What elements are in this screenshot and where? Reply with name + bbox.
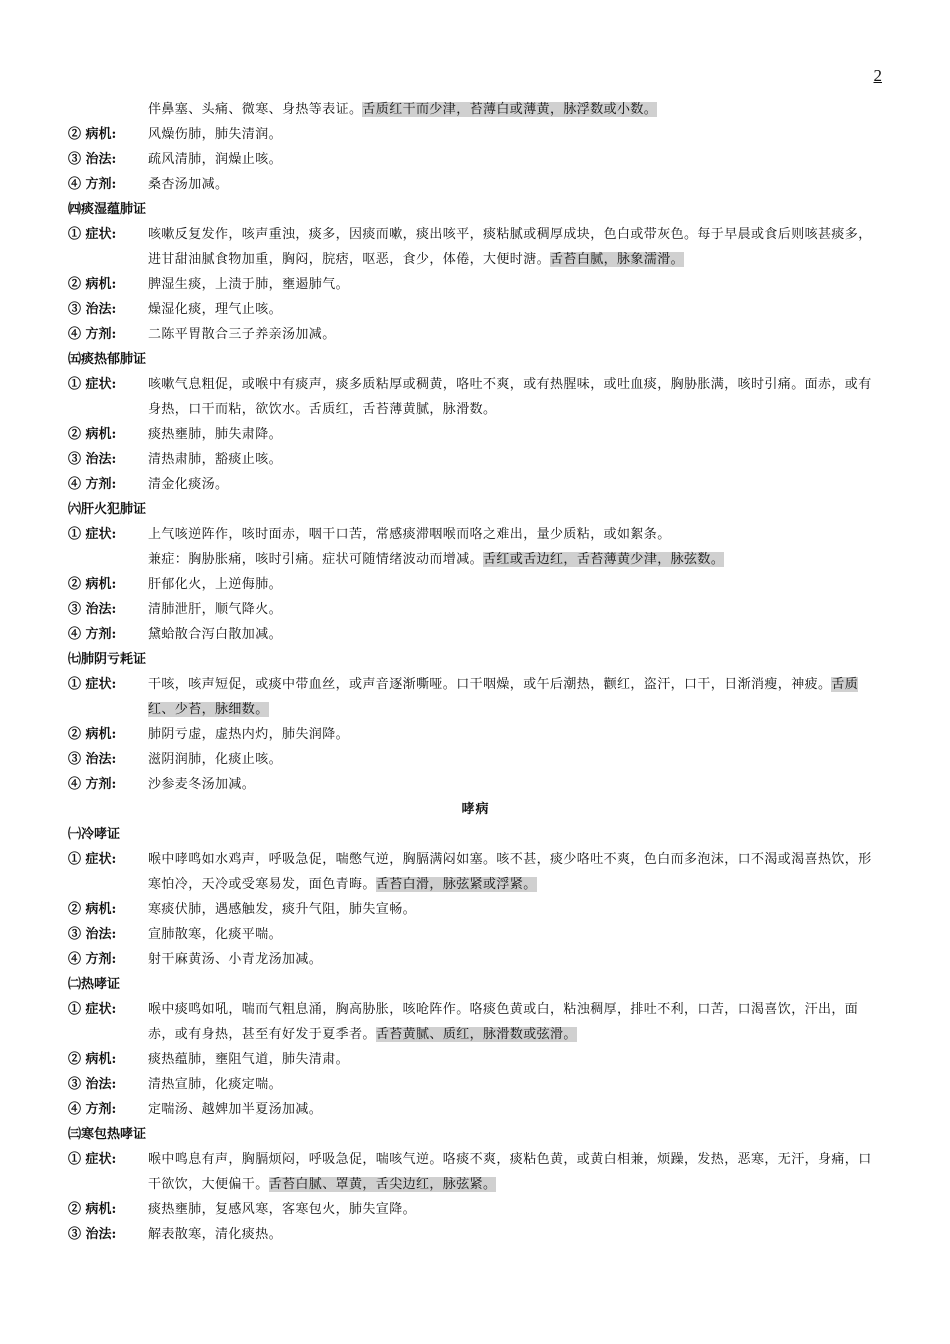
entry-row bbox=[68, 772, 883, 797]
entry-row bbox=[68, 1222, 883, 1247]
entry-text bbox=[148, 1197, 883, 1222]
entry-body: 寒痰伏肺，遇感触发，痰升气阻，肺失宣畅。 bbox=[148, 902, 417, 917]
entry-row bbox=[68, 1072, 883, 1097]
entry-label: ④ 方剂: bbox=[68, 952, 117, 967]
entry-body: 上气咳逆阵作，咳时面赤，咽干口苦，常感痰滞咽喉而咯之难出，量少质粘，或如絮条。 bbox=[148, 527, 671, 542]
entry-label: ③ 治法: bbox=[68, 452, 117, 467]
entry-label: ④ 方剂: bbox=[68, 1102, 117, 1117]
entry-text bbox=[148, 1072, 883, 1097]
entry-label: ④ 方剂: bbox=[68, 777, 117, 792]
entry-body: 伴鼻塞、头痛、微寒、身热等表证。 bbox=[148, 102, 363, 117]
entry-text bbox=[148, 847, 883, 897]
entry-row bbox=[68, 422, 883, 447]
entry-row bbox=[68, 572, 883, 597]
entry-text bbox=[148, 897, 883, 922]
entry-body: 清热宣肺，化痰定喘。 bbox=[148, 1077, 283, 1092]
entry-row bbox=[68, 272, 883, 297]
entry-text bbox=[148, 272, 883, 297]
entry-row bbox=[68, 997, 883, 1047]
entry-label: ② 病机: bbox=[68, 577, 117, 592]
entry-label: ① 症状: bbox=[68, 1152, 117, 1167]
page-number: 2 bbox=[873, 66, 882, 85]
entry-row bbox=[68, 1047, 883, 1072]
entry-row bbox=[68, 172, 883, 197]
entry-body: 疏风清肺，润燥止咳。 bbox=[148, 152, 283, 167]
entry-text bbox=[148, 772, 883, 797]
entry-label: ② 病机: bbox=[68, 127, 117, 142]
highlighted-text: 舌质红干而少津，苔薄白或薄黄，脉浮数或小数。 bbox=[362, 102, 658, 117]
entry-text bbox=[148, 1222, 883, 1247]
section-heading: ㈡热哮证 bbox=[68, 977, 121, 992]
entry-text bbox=[148, 997, 883, 1047]
entry-body: 桑杏汤加减。 bbox=[148, 177, 229, 192]
entry-text bbox=[148, 572, 883, 597]
entry-row bbox=[68, 122, 883, 147]
entry-label: ① 症状: bbox=[68, 227, 117, 242]
entry-row bbox=[68, 97, 883, 122]
entry-row bbox=[68, 597, 883, 622]
entry-body: 风燥伤肺，肺失清润。 bbox=[148, 127, 283, 142]
highlighted-text: 舌苔白滑，脉弦紧或浮紧。 bbox=[375, 877, 537, 892]
entry-label: ① 症状: bbox=[68, 377, 117, 392]
entry-text bbox=[148, 447, 883, 472]
entry-row bbox=[68, 472, 883, 497]
entry-row bbox=[68, 947, 883, 972]
entry-body: 肝郁化火，上逆侮肺。 bbox=[148, 577, 283, 592]
highlighted-text: 舌质红、少苔，脉细数。 bbox=[148, 677, 859, 717]
entry-label bbox=[68, 547, 148, 572]
entry-label: ① 症状: bbox=[68, 677, 117, 692]
entry-body: 咳嗽气息粗促，或喉中有痰声，痰多质粘厚或稠黄，咯吐不爽，或有热腥味，或吐血痰，胸胁胀满，咳时引痛。面赤，或有身热，口干而粘，欲饮水。舌质红，舌苔薄黄腻，脉滑数。 bbox=[148, 377, 872, 417]
section-heading: ㈥肝火犯肺证 bbox=[68, 502, 147, 517]
chapter-title: 哮病 bbox=[461, 802, 490, 817]
entry-row bbox=[68, 372, 883, 422]
section-heading: ㈦肺阴亏耗证 bbox=[68, 652, 147, 667]
entry-label: ④ 方剂: bbox=[68, 327, 117, 342]
section-heading: ㈣痰湿蕴肺证 bbox=[68, 202, 147, 217]
highlighted-text: 舌苔黄腻、质红，脉滑数或弦滑。 bbox=[375, 1027, 577, 1042]
entry-text bbox=[148, 1147, 883, 1197]
highlighted-text: 舌苔白腻，脉象濡滑。 bbox=[550, 252, 685, 267]
entry-text bbox=[148, 722, 883, 747]
entry-row bbox=[68, 747, 883, 772]
entry-label: ④ 方剂: bbox=[68, 177, 117, 192]
highlighted-text: 舌红或舌边红，舌苔薄黄少津，脉弦数。 bbox=[483, 552, 725, 567]
entry-row bbox=[68, 522, 883, 547]
section-heading: ㈤痰热郁肺证 bbox=[68, 352, 147, 367]
highlighted-text: 舌苔白腻、罩黄，舌尖边红，脉弦紧。 bbox=[268, 1177, 497, 1192]
entry-text bbox=[148, 172, 883, 197]
entry-body: 燥湿化痰，理气止咳。 bbox=[148, 302, 283, 317]
entry-text bbox=[148, 122, 883, 147]
entry-body: 喉中鸣息有声，胸膈烦闷，呼吸急促，喘咳气逆。咯痰不爽，痰粘色黄，或黄白相兼，烦躁，发热，恶寒，无汗，身痛，口干欲饮，大便偏干。 bbox=[148, 1152, 872, 1192]
entry-label: ② 病机: bbox=[68, 902, 117, 917]
entry-body: 定喘汤、越婢加半夏汤加减。 bbox=[148, 1102, 323, 1117]
entry-body: 射干麻黄汤、小青龙汤加减。 bbox=[148, 952, 323, 967]
entry-row bbox=[68, 1097, 883, 1122]
entry-label: ④ 方剂: bbox=[68, 477, 117, 492]
entry-label: ③ 治法: bbox=[68, 927, 117, 942]
entry-text bbox=[148, 547, 883, 572]
entry-body: 清金化痰汤。 bbox=[148, 477, 229, 492]
entry-text bbox=[148, 297, 883, 322]
entry-label: ③ 治法: bbox=[68, 1077, 117, 1092]
entry-row bbox=[68, 297, 883, 322]
entry-text bbox=[148, 372, 883, 422]
entry-row bbox=[68, 722, 883, 747]
entry-label: ② 病机: bbox=[68, 1052, 117, 1067]
entry-label: ② 病机: bbox=[68, 1202, 117, 1217]
entry-body: 痰热壅肺，复感风寒，客寒包火，肺失宣降。 bbox=[148, 1202, 417, 1217]
entry-body: 滋阴润肺，化痰止咳。 bbox=[148, 752, 283, 767]
entry-body: 清肺泄肝，顺气降火。 bbox=[148, 602, 283, 617]
entry-text bbox=[148, 322, 883, 347]
entry-body: 咳嗽反复发作，咳声重浊，痰多，因痰而嗽，痰出咳平，痰粘腻或稠厚成块，色白或带灰色。每于早晨或食后则咳甚痰多，进甘甜油腻食物加重，胸闷，脘痞，呕恶，食少，体倦，大便时溏。 bbox=[148, 227, 872, 267]
section-heading: ㈢寒包热哮证 bbox=[68, 1127, 147, 1142]
entry-body: 肺阴亏虚，虚热内灼，肺失润降。 bbox=[148, 727, 350, 742]
entry-row bbox=[68, 147, 883, 172]
entry-label: ① 症状: bbox=[68, 852, 117, 867]
entry-text bbox=[148, 747, 883, 772]
entry-text bbox=[148, 522, 883, 547]
entry-body: 痰热蕴肺，壅阻气道，肺失清肃。 bbox=[148, 1052, 350, 1067]
entry-row bbox=[68, 622, 883, 647]
entry-row bbox=[68, 547, 883, 572]
entry-label: ③ 治法: bbox=[68, 1227, 117, 1242]
entry-row bbox=[68, 447, 883, 472]
entry-text bbox=[148, 672, 883, 722]
entry-label: ④ 方剂: bbox=[68, 627, 117, 642]
entry-label bbox=[68, 97, 148, 122]
entry-body: 干咳，咳声短促，或痰中带血丝，或声音逐渐嘶哑。口干咽燥，或午后潮热，颧红，盗汗，口干，日渐消瘦，神疲。 bbox=[148, 677, 832, 692]
entry-row bbox=[68, 847, 883, 897]
entry-row bbox=[68, 1197, 883, 1222]
entry-body: 二陈平胃散合三子养亲汤加减。 bbox=[148, 327, 336, 342]
entry-body: 脾湿生痰，上渍于肺，壅遏肺气。 bbox=[148, 277, 350, 292]
entry-text bbox=[148, 922, 883, 947]
entry-label: ② 病机: bbox=[68, 427, 117, 442]
entry-text bbox=[148, 97, 883, 122]
entry-text bbox=[148, 947, 883, 972]
entry-body: 喉中哮鸣如水鸡声，呼吸急促，喘憋气逆，胸膈满闷如塞。咳不甚，痰少咯吐不爽，色白而多泡沫，口不渴或渴喜热饮，形寒怕冷，天冷或受寒易发，面色青晦。 bbox=[148, 852, 872, 892]
entry-text bbox=[148, 472, 883, 497]
entry-label: ③ 治法: bbox=[68, 602, 117, 617]
entry-body: 沙参麦冬汤加减。 bbox=[148, 777, 256, 792]
entry-row bbox=[68, 672, 883, 722]
entry-label: ② 病机: bbox=[68, 277, 117, 292]
entry-body: 解表散寒，清化痰热。 bbox=[148, 1227, 283, 1242]
entry-label: ③ 治法: bbox=[68, 302, 117, 317]
entry-label: ② 病机: bbox=[68, 727, 117, 742]
entry-label: ① 症状: bbox=[68, 527, 117, 542]
entry-text bbox=[148, 422, 883, 447]
entry-label: ① 症状: bbox=[68, 1002, 117, 1017]
entry-text bbox=[148, 622, 883, 647]
entry-text bbox=[148, 1047, 883, 1072]
entry-row bbox=[68, 322, 883, 347]
entry-body: 兼症：胸胁胀痛，咳时引痛。症状可随情绪波动而增减。 bbox=[148, 552, 484, 567]
entry-label: ③ 治法: bbox=[68, 152, 117, 167]
entry-text bbox=[148, 1097, 883, 1122]
document-body bbox=[68, 97, 883, 1247]
entry-body: 痰热壅肺，肺失肃降。 bbox=[148, 427, 283, 442]
entry-text bbox=[148, 222, 883, 272]
entry-text bbox=[148, 597, 883, 622]
entry-row bbox=[68, 897, 883, 922]
entry-text bbox=[148, 147, 883, 172]
entry-row bbox=[68, 222, 883, 272]
entry-label: ③ 治法: bbox=[68, 752, 117, 767]
entry-row bbox=[68, 1147, 883, 1197]
entry-body: 宣肺散寒，化痰平喘。 bbox=[148, 927, 283, 942]
section-heading: ㈠冷哮证 bbox=[68, 827, 121, 842]
entry-body: 清热肃肺，豁痰止咳。 bbox=[148, 452, 283, 467]
entry-body: 黛蛤散合泻白散加减。 bbox=[148, 627, 283, 642]
entry-row bbox=[68, 922, 883, 947]
entry-body: 喉中痰鸣如吼，喘而气粗息涌，胸高胁胀，咳呛阵作。咯痰色黄或白，粘浊稠厚，排吐不利，口苦，口渴喜饮，汗出，面赤，或有身热，甚至有好发于夏季者。 bbox=[148, 1002, 859, 1042]
